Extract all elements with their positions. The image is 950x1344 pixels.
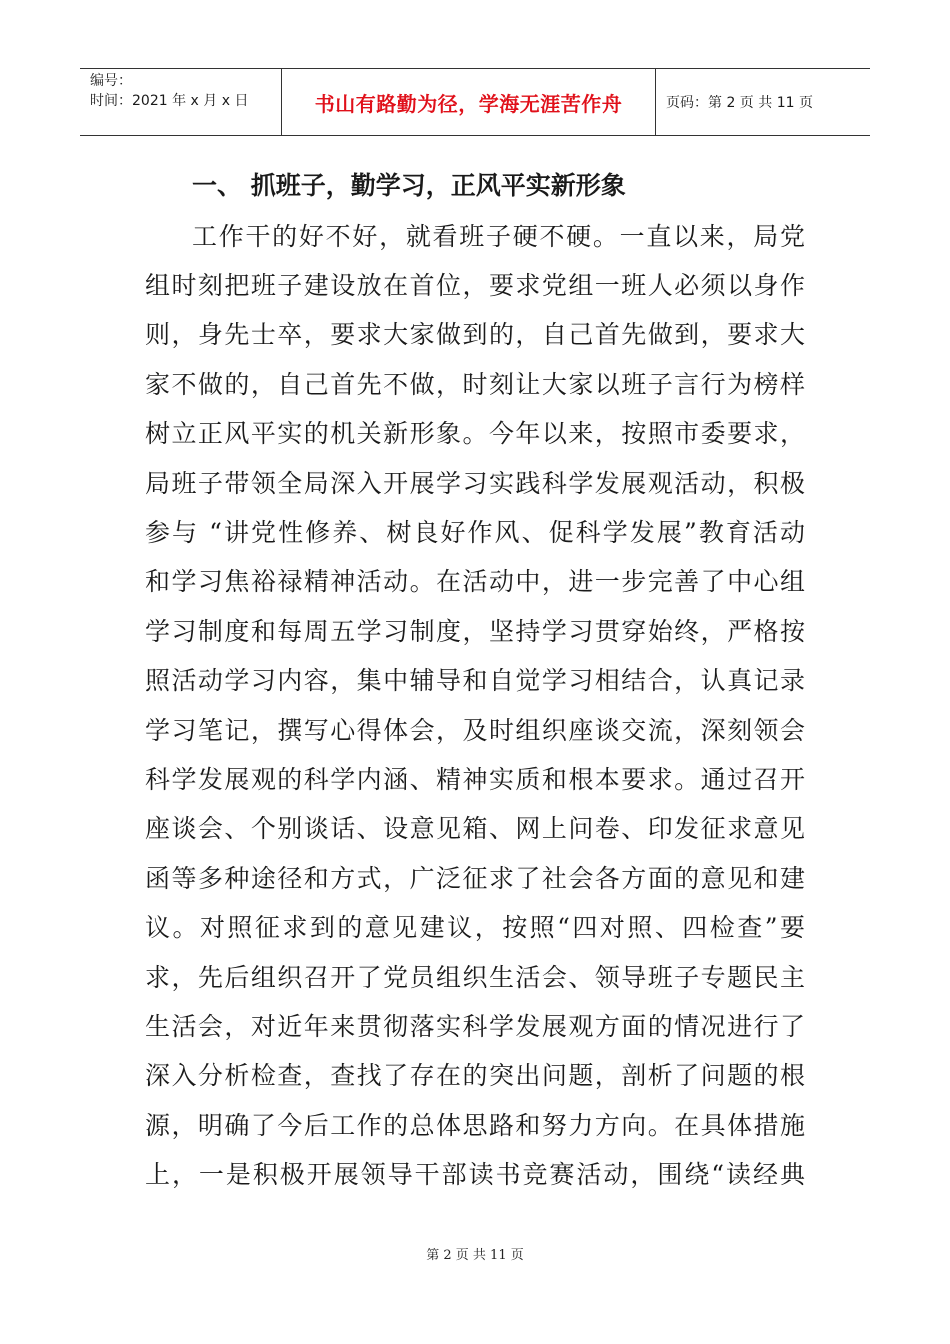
document-number-label: 编号： [90, 73, 132, 89]
paragraph-line: 科学发展观的科学内涵、精神实质和根本要求。通过召开 [145, 765, 805, 794]
header-page-code: 页码：第 2 页 共 11 页 [666, 95, 813, 111]
paragraph-line: 局班子带领全局深入开展学习实践科学发展观活动，积极 [145, 469, 805, 498]
paragraph-line: 座谈会、个别谈话、设意见箱、网上问卷、印发征求意见 [145, 814, 805, 843]
paragraph-line: 组时刻把班子建设放在首位，要求党组一班人必须以身作 [145, 271, 805, 300]
section-heading: 一、 抓班子，勤学习，正风平实新形象 [192, 171, 626, 200]
paragraph-line: 函等多种途径和方式，广泛征求了社会各方面的意见和建 [145, 864, 805, 893]
paragraph-line: 和学习焦裕禄精神活动。在活动中，进一步完善了中心组 [145, 567, 805, 596]
paragraph-line: 学习制度和每周五学习制度，坚持学习贯穿始终，严格按 [145, 617, 805, 646]
paragraph-line: 求，先后组织召开了党员组织生活会、领导班子专题民主 [145, 963, 805, 992]
paragraph-line: 则，身先士卒，要求大家做到的，自己首先做到，要求大 [145, 320, 805, 349]
paragraph-line: 工作干的好不好，就看班子硬不硬。一直以来，局党 [192, 222, 805, 251]
paragraph-line: 上，一是积极开展领导干部读书竞赛活动，围绕“读经典 [145, 1160, 805, 1189]
paragraph-line: 议。对照征求到的意见建议，按照“四对照、四检查”要 [145, 913, 805, 942]
document-date-label: 时间：2021 年 x 月 x 日 [90, 93, 249, 109]
page-header [80, 68, 870, 136]
paragraph-line: 源，明确了今后工作的总体思路和努力方向。在具体措施 [145, 1111, 805, 1140]
header-motto: 书山有路勤为径，学海无涯苦作舟 [282, 69, 656, 135]
paragraph-line: 树立正风平实的机关新形象。今年以来，按照市委要求， [145, 419, 805, 448]
paragraph-line: 学习笔记，撰写心得体会，及时组织座谈交流，深刻领会 [145, 716, 805, 745]
page-footer: 第 2 页 共 11 页 [426, 1248, 524, 1263]
paragraph-line: 照活动学习内容，集中辅导和自觉学习相结合，认真记录 [145, 666, 805, 695]
paragraph-line: 家不做的，自己首先不做，时刻让大家以班子言行为榜样 [145, 370, 805, 399]
paragraph-line: 生活会，对近年来贯彻落实科学发展观方面的情况进行了 [145, 1012, 805, 1041]
paragraph-line: 参与 “讲党性修养、树良好作风、促科学发展”教育活动 [145, 518, 805, 547]
header-meta [80, 69, 282, 135]
paragraph-line: 深入分析检查，查找了存在的突出问题，剖析了问题的根 [145, 1061, 805, 1090]
